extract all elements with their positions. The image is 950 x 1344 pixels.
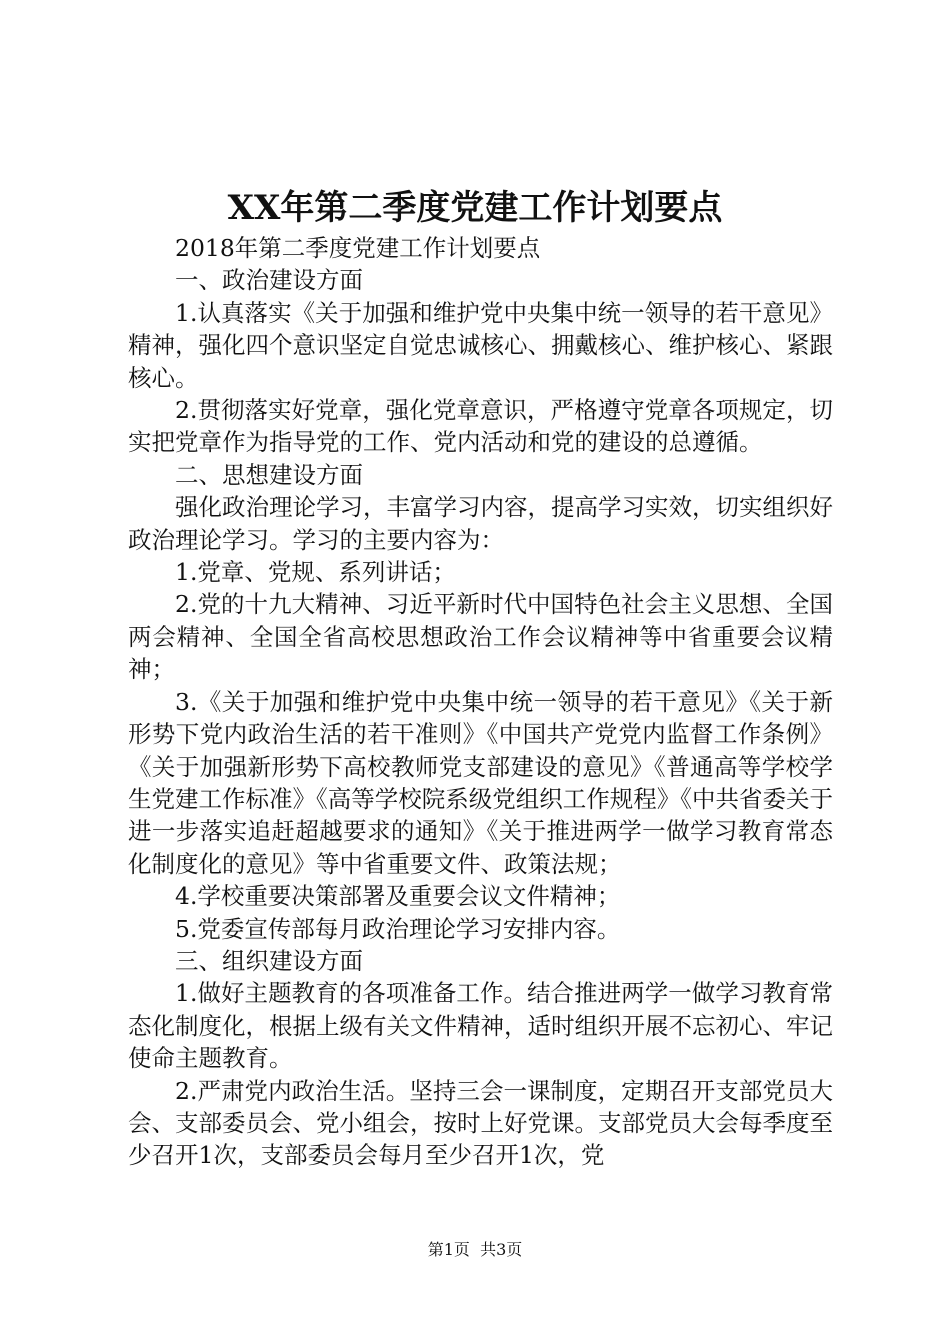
paragraph: 3.《关于加强和维护党中央集中统一领导的若干意见》《关于新形势下党内政治生活的若干准则》《中国共产党党内监督工作条例》《关于加强新形势下高校教师党支部建设的意见》《普通高等学校学生党建工作标准》《高等学校院系级党组织工作规程》《中共省委关于进一步落实追赶超越要求的通知》《关于推进两学一做学习教育常态化制度化的意见》等中省重要文件、政策法规；	[128, 687, 833, 878]
page-footer: 第1页 共3页	[427, 1240, 523, 1259]
document-title: XX年第二季度党建工作计划要点	[227, 188, 723, 228]
paragraph: 1.党章、党规、系列讲话；	[175, 558, 456, 587]
section-heading-organizational: 三、组织建设方面	[175, 946, 363, 975]
paragraph: 2.党的十九大精神、习近平新时代中国特色社会主义思想、全国两会精神、全国全省高校思想政治工作会议精神等中省重要会议精神；	[128, 590, 833, 684]
section-heading-political: 一、政治建设方面	[175, 266, 363, 295]
paragraph: 1.认真落实《关于加强和维护党中央集中统一领导的若干意见》精神，强化四个意识坚定自觉忠诚核心、拥戴核心、维护核心、紧跟核心。	[128, 298, 833, 392]
paragraph-subtitle: 2018年第二季度党建工作计划要点	[175, 234, 541, 262]
paragraph: 2.贯彻落实好党章，强化党章意识，严格遵守党章各项规定，切实把党章作为指导党的工作、党内活动和党的建设的总遵循。	[128, 396, 833, 457]
paragraph: 强化政治理论学习，丰富学习内容，提高学习实效，切实组织好政治理论学习。学习的主要内容为：	[128, 493, 833, 554]
section-heading-ideological: 二、思想建设方面	[175, 460, 363, 489]
paragraph: 2.严肃党内政治生活。坚持三会一课制度，定期召开支部党员大会、支部委员会、党小组会，按时上好党课。支部党员大会每季度至少召开1次，支部委员会每月至少召开1次，党	[128, 1076, 833, 1170]
paragraph: 5.党委宣传部每月政治理论学习安排内容。	[175, 914, 621, 943]
paragraph: 4.学校重要决策部署及重要会议文件精神；	[175, 882, 621, 911]
document-body	[128, 232, 833, 1172]
paragraph: 1.做好主题教育的各项准备工作。结合推进两学一做学习教育常态化制度化，根据上级有关文件精神，适时组织开展不忘初心、牢记使命主题教育。	[128, 979, 833, 1073]
